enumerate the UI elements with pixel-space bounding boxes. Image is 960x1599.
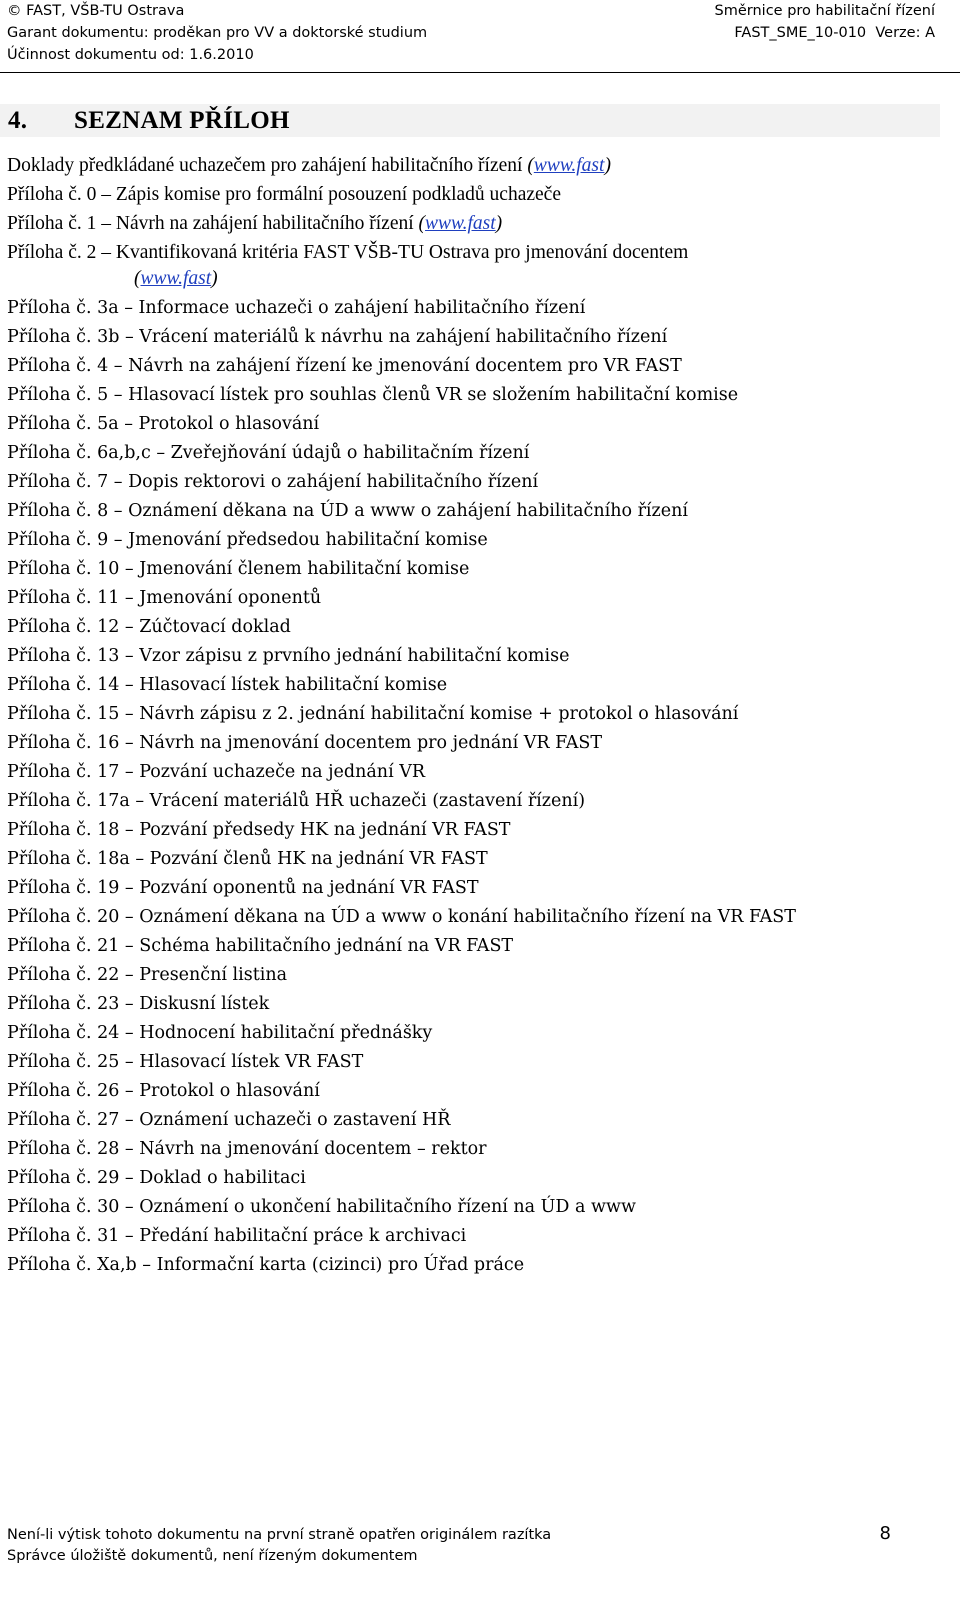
section-heading: [8, 104, 290, 137]
attachment-item: [7, 790, 585, 812]
header-effective-date: Účinnost dokumentu od: 1.6.2010: [7, 47, 254, 63]
attachment-item: [7, 732, 602, 754]
attachment-item: [7, 297, 585, 319]
attachment-item-text: Příloha č. 29 – Doklad o habilitaci: [7, 1168, 306, 1188]
attachment-item: [7, 326, 667, 348]
attachment-item-link[interactable]: www.fast: [140, 268, 212, 289]
attachment-item: [7, 616, 291, 638]
attachment-item-text: Příloha č. 23 – Diskusní lístek: [7, 994, 270, 1014]
footer-control-note: Správce úložiště dokumentů, není řízeným dokumentem: [7, 1548, 418, 1564]
intro-text: Doklady předkládané uchazečem pro zahájení habilitačního řízení: [7, 155, 528, 176]
attachment-item: [7, 819, 510, 841]
attachment-item-text: Příloha č. 25 – Hlasovací lístek VR FAST: [7, 1052, 364, 1072]
attachment-item: [7, 1167, 306, 1189]
page-header: [7, 0, 935, 66]
attachment-item: [7, 558, 469, 580]
attachment-item-text: Příloha č. 17 – Pozvání uchazeče na jednání VR: [7, 762, 426, 782]
attachment-item: [7, 500, 688, 522]
attachment-item-text: Příloha č. 0 – Zápis komise pro formální posouzení podkladů uchazeče: [7, 184, 561, 205]
attachment-item-text: Příloha č. 19 – Pozvání oponentů na jednání VR FAST: [7, 878, 479, 898]
attachment-item-text: Příloha č. 13 – Vzor zápisu z prvního jednání habilitační komise: [7, 646, 570, 666]
attachment-item-text: Příloha č. 4 – Návrh na zahájení řízení ke jmenování docentem pro VR FAST: [7, 356, 682, 376]
attachment-item: [7, 935, 513, 957]
section-number: 4.: [8, 107, 28, 134]
attachment-item-text: Příloha č. Xa,b – Informační karta (cizinci) pro Úřad práce: [7, 1255, 525, 1275]
attachment-item-text: Příloha č. 30 – Oznámení o ukončení habilitačního řízení na ÚD a www: [7, 1197, 636, 1217]
attachment-item-text: Příloha č. 31 – Předání habilitační práce k archivaci: [7, 1226, 467, 1246]
attachment-item-text: Příloha č. 15 – Návrh zápisu z 2. jednání habilitační komise + protokol o hlasování: [7, 704, 739, 724]
attachment-item-text: Příloha č. 5a – Protokol o hlasování: [7, 414, 320, 434]
attachment-item: [7, 848, 488, 870]
attachment-item: [7, 529, 488, 551]
attachment-item-text: Příloha č. 8 – Oznámení děkana na ÚD a www o zahájení habilitačního řízení: [7, 501, 688, 521]
header-copyright: © FAST, VŠB-TU Ostrava: [7, 3, 185, 19]
attachment-item: [7, 442, 529, 464]
attachment-item: [7, 1109, 450, 1131]
attachment-item: [7, 1254, 524, 1276]
attachment-item-text: Příloha č. 21 – Schéma habilitačního jednání na VR FAST: [7, 936, 514, 956]
attachment-item: [7, 355, 682, 377]
attachment-item-text: Příloha č. 2 – Kvantifikovaná kritéria FAST VŠB-TU Ostrava pro jmenování docentem: [7, 242, 689, 263]
intro-line: Doklady předkládané uchazečem pro zahájení habilitačního řízení (www.fast): [7, 155, 611, 176]
attachment-item-text: Příloha č. 3b – Vrácení materiálů k návrhu na zahájení habilitačního řízení: [7, 327, 668, 347]
attachment-item-text: Příloha č. 18 – Pozvání předsedy HK na jednání VR FAST: [7, 820, 511, 840]
attachment-item: [7, 906, 796, 928]
attachment-item: [7, 1051, 363, 1073]
attachment-item: [7, 877, 479, 899]
attachment-item: [7, 1080, 320, 1102]
attachment-item: [7, 1022, 432, 1044]
attachment-item-text: Příloha č. 6a,b,c – Zveřejňování údajů o habilitačním řízení: [7, 443, 530, 463]
attachment-item: [7, 1196, 636, 1218]
attachment-item-text: Příloha č. 27 – Oznámení uchazeči o zastavení HŘ: [7, 1110, 451, 1130]
attachment-item: [7, 471, 538, 493]
page-number: 8: [879, 1523, 891, 1544]
header-document-title: Směrnice pro habilitační řízení: [714, 3, 935, 19]
attachment-item: [7, 993, 269, 1015]
attachment-item-text: Příloha č. 14 – Hlasovací lístek habilitační komise: [7, 675, 448, 695]
attachment-item-text: Příloha č. 18a – Pozvání členů HK na jednání VR FAST: [7, 849, 488, 869]
attachment-item-text: Příloha č. 7 – Dopis rektorovi o zahájení habilitačního řízení: [7, 472, 539, 492]
attachment-item-text: Příloha č. 20 – Oznámení děkana na ÚD a www o konání habilitačního řízení na VR FAST: [7, 907, 796, 927]
attachment-item-text: Příloha č. 5 – Hlasovací lístek pro souhlas členů VR se složením habilitační komise: [7, 385, 739, 405]
attachment-item: [7, 587, 321, 609]
attachment-item: [7, 703, 738, 725]
footer-stamp-note: Není-li výtisk tohoto dokumentu na první straně opatřen originálem razítka: [7, 1527, 552, 1543]
attachment-item: [7, 1225, 466, 1247]
attachment-item: [7, 761, 425, 783]
attachment-item: [7, 645, 569, 667]
header-divider: [0, 72, 960, 73]
attachment-item-text: Příloha č. 1 – Návrh na zahájení habilitačního řízení: [7, 213, 419, 234]
attachment-item-continuation: (www.fast): [134, 268, 218, 289]
attachment-item-text: Příloha č. 16 – Návrh na jmenování docentem pro jednání VR FAST: [7, 733, 603, 753]
attachment-item-text: Příloha č. 28 – Návrh na jmenování docentem – rektor: [7, 1139, 487, 1159]
section-title: SEZNAM PŘÍLOH: [74, 107, 290, 134]
attachment-item-link[interactable]: www.fast: [425, 213, 496, 234]
intro-link[interactable]: www.fast: [533, 155, 605, 176]
attachment-item-text: Příloha č. 3a – Informace uchazeči o zahájení habilitačního řízení: [7, 298, 586, 318]
page-footer: [7, 1525, 935, 1567]
attachment-item: [7, 964, 287, 986]
header-guarantor: Garant dokumentu: proděkan pro VV a doktorské studium: [7, 25, 428, 41]
attachment-item-text: Příloha č. 9 – Jmenování předsedou habilitační komise: [7, 530, 488, 550]
attachment-item: Příloha č. 1 – Návrh na zahájení habilitačního řízení (www.fast): [7, 213, 503, 234]
attachment-item-text: Příloha č. 10 – Jmenování členem habilitační komise: [7, 559, 470, 579]
attachment-item-text: Příloha č. 11 – Jmenování oponentů: [7, 588, 322, 608]
attachment-item-text: Příloha č. 24 – Hodnocení habilitační přednášky: [7, 1023, 433, 1043]
attachment-item: [7, 242, 688, 264]
attachment-item-text: Příloha č. 22 – Presenční listina: [7, 965, 288, 985]
attachment-item-text: Příloha č. 26 – Protokol o hlasování: [7, 1081, 320, 1101]
attachment-item-text: Příloha č. 17a – Vrácení materiálů HŘ uchazeči (zastavení řízení): [7, 791, 586, 811]
header-document-code: FAST_SME_10-010 Verze: A: [734, 25, 935, 41]
attachment-item-text: Příloha č. 12 – Zúčtovací doklad: [7, 617, 291, 637]
attachment-item: [7, 184, 561, 206]
attachment-item: [7, 384, 738, 406]
attachment-item: [7, 674, 447, 696]
attachment-item: [7, 1138, 487, 1160]
attachment-item: [7, 413, 319, 435]
